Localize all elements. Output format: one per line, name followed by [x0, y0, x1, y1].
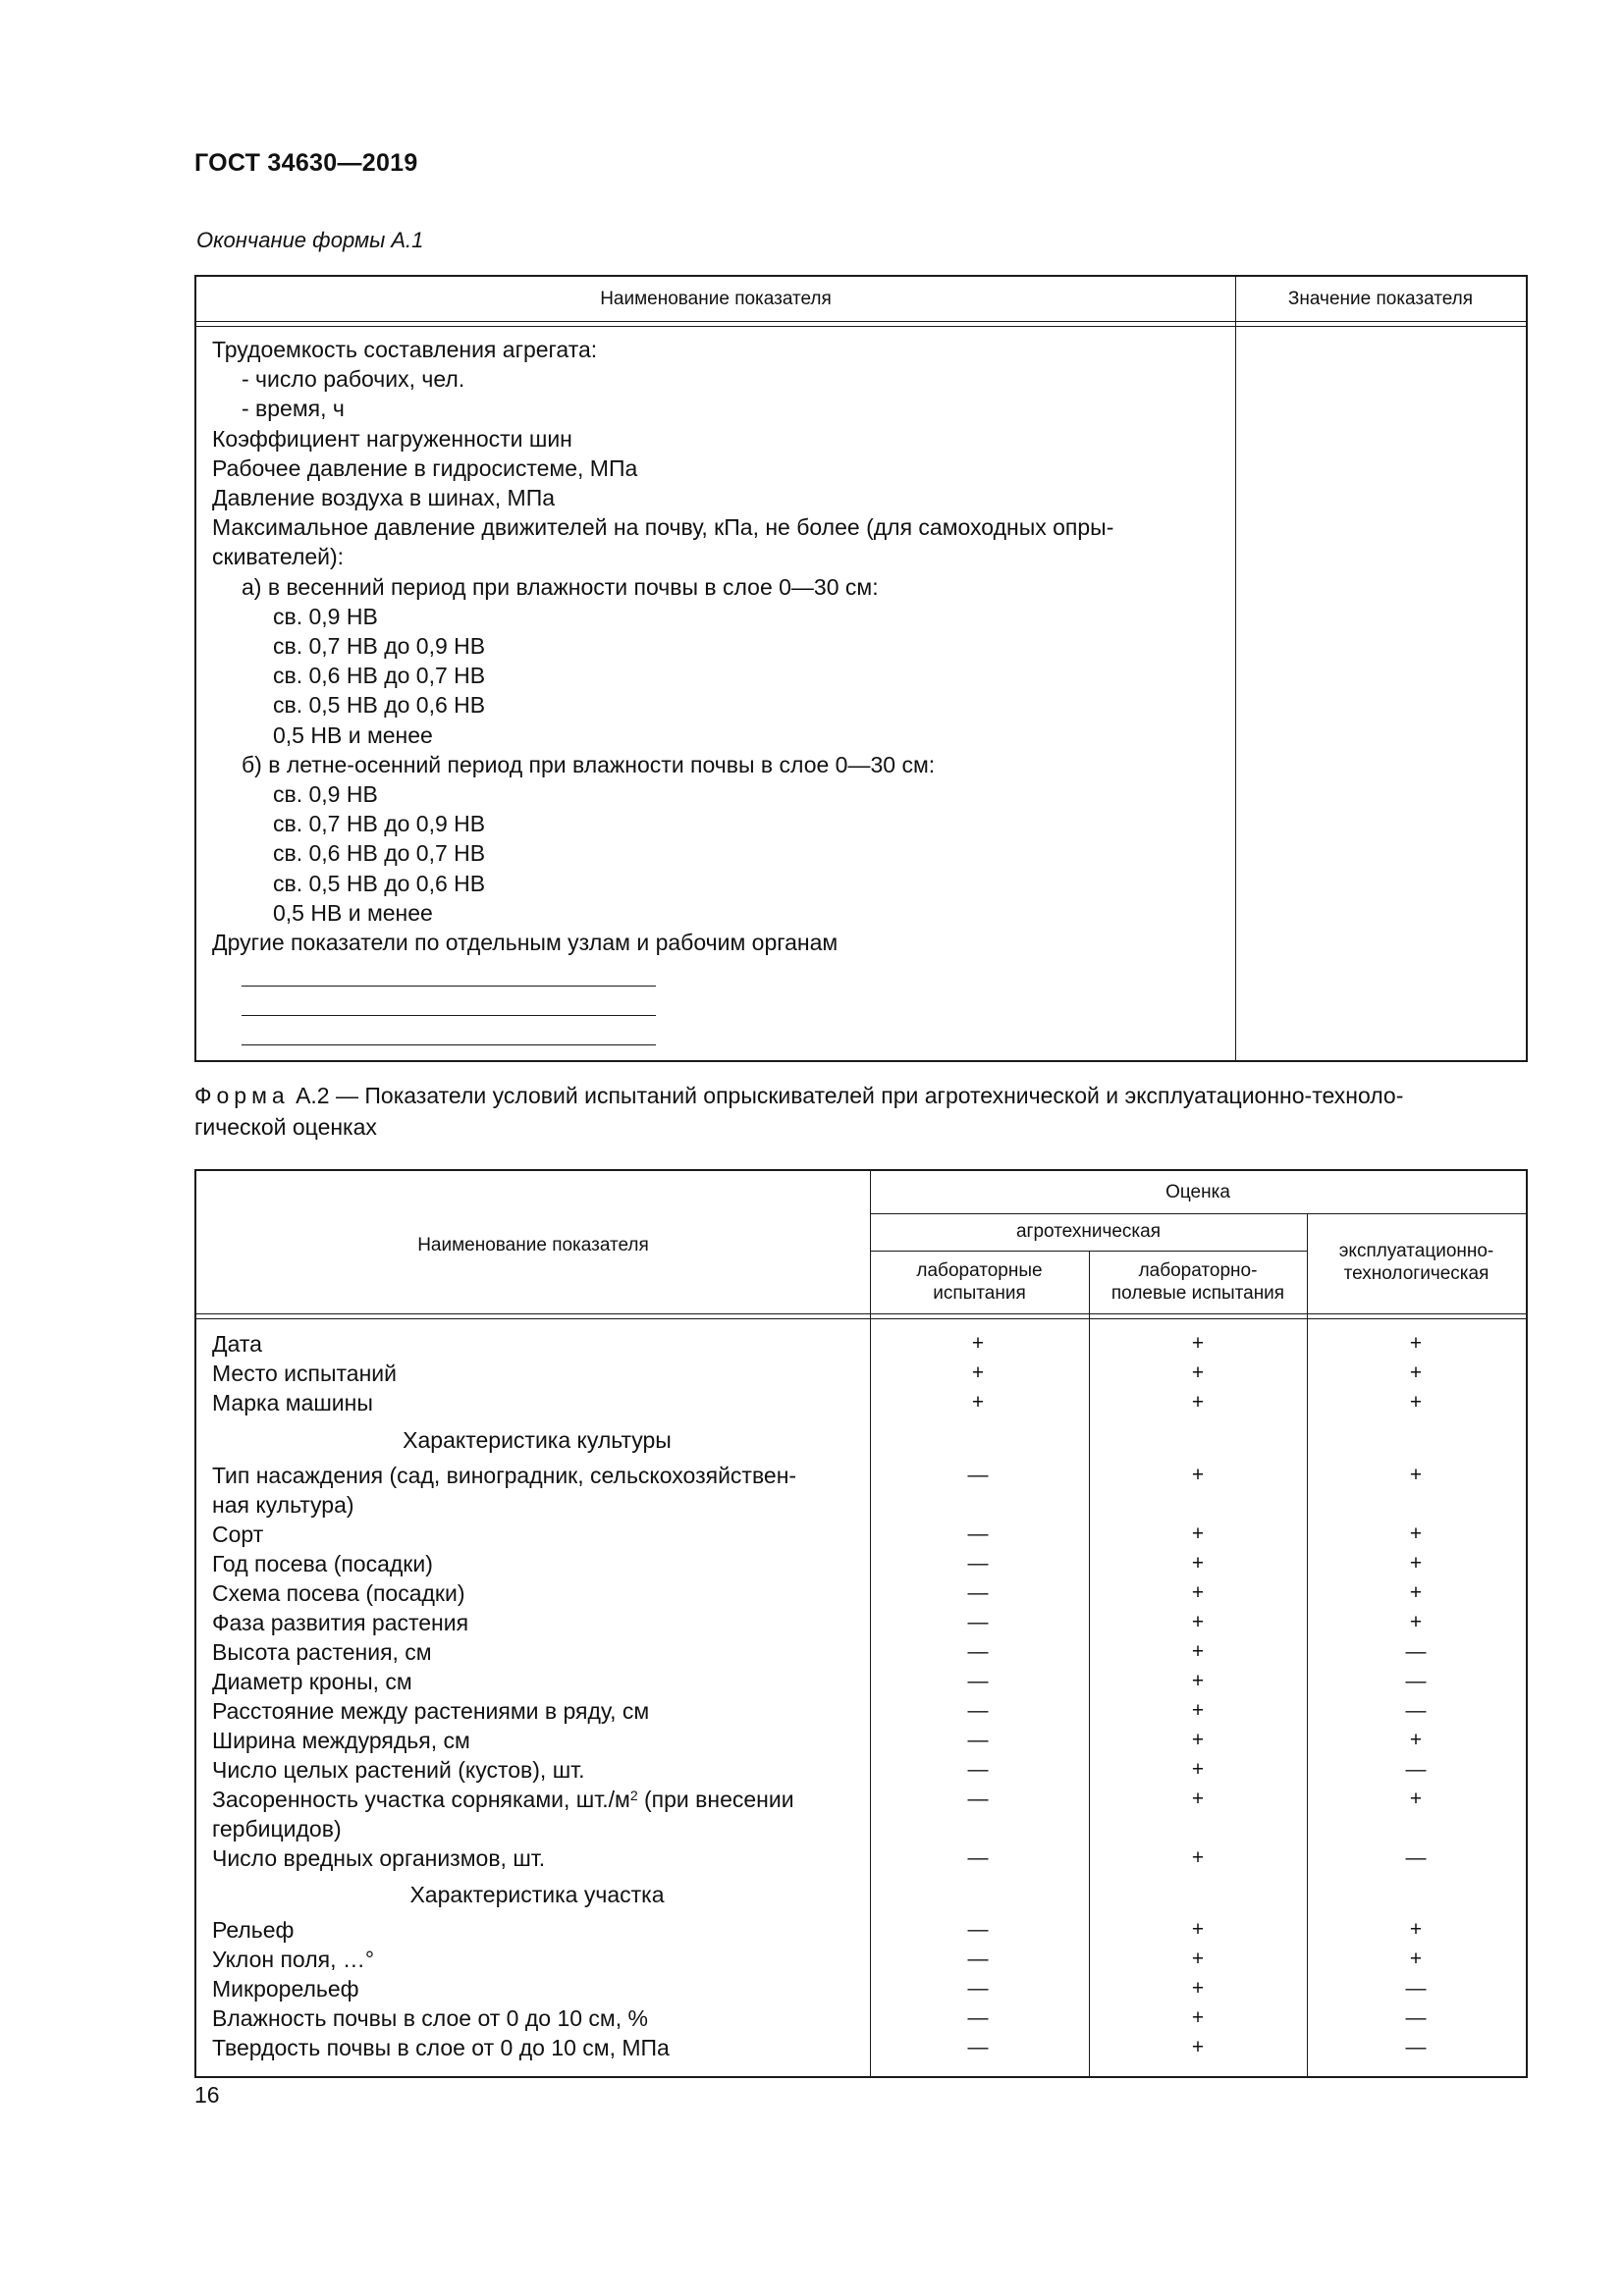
table-row: Сорт	[212, 1522, 264, 1547]
cell-lab: —	[967, 1552, 989, 1575]
form-caption-text: А.2 — Показатели условий испытаний опрыскивателей при агротехнической и эксплуатационно-техноло-	[296, 1083, 1404, 1108]
table2-col-expl	[1307, 1240, 1526, 1285]
cell-lab: —	[967, 1611, 989, 1633]
cell-expl: +	[1409, 1729, 1423, 1751]
cell-field: +	[1191, 1729, 1205, 1751]
cell-lab: —	[967, 1699, 989, 1722]
table-row: Влажность почвы в слое от 0 до 10 см, %	[212, 2005, 648, 2031]
cell-expl: —	[1405, 1670, 1427, 1692]
table-row-cont: гербицидов)	[212, 1816, 342, 1842]
continuation-caption: Окончание формы А.1	[196, 228, 424, 252]
cell-field: +	[1191, 1640, 1205, 1663]
cell-field: +	[1191, 1948, 1205, 1970]
table-row: Высота растения, см	[212, 1639, 432, 1665]
table-row: Коэффициент нагруженности шин	[212, 426, 572, 452]
table-row: 0,5 НВ и менее	[273, 722, 433, 748]
form-caption-text2: гической оценках	[194, 1114, 377, 1140]
cell-field: +	[1191, 1552, 1205, 1575]
form-label: Форма	[194, 1083, 290, 1108]
table-row: Число вредных организмов, шт.	[212, 1845, 546, 1871]
cell-lab: —	[967, 1948, 989, 1970]
form-a2-caption	[194, 1080, 1520, 1143]
row-text-tail: (при внесении	[637, 1787, 794, 1812]
table-row: - время, ч	[242, 396, 345, 421]
cell-expl: —	[1405, 2006, 1427, 2029]
table2-col-lab	[870, 1259, 1089, 1305]
table-row: Уклон поля, …°	[212, 1947, 375, 1972]
table2-col-labfield	[1089, 1259, 1307, 1305]
cell-field: +	[1191, 1846, 1205, 1869]
table-row: Давление воздуха в шинах, МПа	[212, 485, 556, 510]
cell-field: +	[1191, 1581, 1205, 1604]
cell-expl: —	[1405, 1640, 1427, 1663]
cell-expl: +	[1409, 1611, 1423, 1633]
page-number: 16	[194, 2082, 220, 2108]
cell-field: +	[1191, 1522, 1205, 1545]
table-row: Число целых растений (кустов), шт.	[212, 1757, 585, 1783]
cell-expl: +	[1409, 1552, 1423, 1575]
table-row: Трудоемкость составления агрегата:	[212, 337, 598, 362]
table1-column-divider	[1235, 277, 1236, 1060]
table2-col-divider-3	[1307, 1213, 1308, 2076]
table-row: св. 0,5 НВ до 0,6 НВ	[273, 871, 486, 896]
cell-expl: —	[1405, 1977, 1427, 2000]
cell-field: +	[1191, 1699, 1205, 1722]
table-row: скивателей):	[212, 544, 345, 569]
cell-expl: —	[1405, 1699, 1427, 1722]
cell-lab: —	[967, 1758, 989, 1781]
cell-expl: —	[1405, 1846, 1427, 1869]
cell-expl: +	[1409, 1948, 1423, 1970]
cell-lab: —	[967, 1464, 989, 1486]
cell-lab: —	[967, 2006, 989, 2029]
section-subhead: Характеристика участка	[409, 1882, 665, 1907]
superscript: 2	[629, 1788, 638, 1803]
table-row: Схема посева (посадки)	[212, 1580, 465, 1606]
cell-field: +	[1191, 1788, 1205, 1810]
cell-field: +	[1191, 1611, 1205, 1633]
cell-lab: —	[967, 1640, 989, 1663]
cell-expl: +	[1409, 1391, 1423, 1414]
table-row: б) в летне-осенний период при влажности почвы в слое 0—30 см:	[242, 752, 936, 777]
table-row: Место испытаний	[212, 1361, 397, 1386]
table-row: Ширина междурядья, см	[212, 1728, 470, 1753]
table-row: Твердость почвы в слое от 0 до 10 см, МПа	[212, 2035, 670, 2060]
cell-expl: +	[1409, 1332, 1423, 1355]
table-row: а) в весенний период при влажности почвы в слое 0—30 см:	[242, 574, 879, 600]
cell-field: +	[1191, 1977, 1205, 2000]
table-row: св. 0,7 НВ до 0,9 НВ	[273, 633, 486, 659]
row-text: Засоренность участка сорняками, шт./м	[212, 1787, 630, 1812]
table-row: Максимальное давление движителей на почву, кПа, не более (для самоходных опры-	[212, 514, 1114, 540]
cell-field: +	[1191, 2006, 1205, 2029]
table-row: Микрорельеф	[212, 1976, 359, 2002]
cell-expl: +	[1409, 1522, 1423, 1545]
table-row: св. 0,5 НВ до 0,6 НВ	[273, 692, 486, 718]
cell-lab: —	[967, 1846, 989, 1869]
cell-expl: +	[1409, 1362, 1423, 1384]
cell-field: +	[1191, 1391, 1205, 1414]
table-row: Дата	[212, 1331, 262, 1357]
table2-header-divider	[870, 1251, 1307, 1252]
cell-field: +	[1191, 1464, 1205, 1486]
table1-col-value: Значение показателя	[1287, 289, 1474, 309]
table-row: св. 0,6 НВ до 0,7 НВ	[273, 840, 486, 866]
table-row: св. 0,9 НВ	[273, 781, 378, 807]
cell-expl: —	[1405, 2036, 1427, 2058]
section-subhead: Характеристика культуры	[403, 1427, 672, 1453]
blank-fill-line	[242, 986, 656, 987]
cell-lab: —	[967, 1581, 989, 1604]
blank-fill-line	[242, 1015, 656, 1016]
cell-lab: —	[967, 2036, 989, 2058]
table2-col-divider-2	[1089, 1251, 1090, 2076]
table-row: Фаза развития растения	[212, 1610, 469, 1635]
cell-expl: +	[1409, 1464, 1423, 1486]
table2-header-bottom2	[196, 1318, 1526, 1319]
table2-col-agro: агротехническая	[1015, 1221, 1161, 1242]
table-row: Тип насаждения (сад, виноградник, сельскохозяйствен-	[212, 1463, 797, 1488]
table2-col-labfield-l2: полевые испытания	[1110, 1283, 1285, 1304]
cell-field: +	[1191, 1670, 1205, 1692]
table2-col-labfield-l1: лабораторно-	[1138, 1260, 1258, 1281]
table-row: Марка машины	[212, 1390, 373, 1415]
cell-lab: —	[967, 1729, 989, 1751]
table-row	[212, 1785, 794, 1814]
cell-field: +	[1191, 2036, 1205, 2058]
table-row: Расстояние между растениями в ряду, см	[212, 1698, 650, 1724]
cell-expl: +	[1409, 1788, 1423, 1810]
table-row: Другие показатели по отдельным узлам и рабочим органам	[212, 930, 839, 955]
cell-lab: +	[971, 1362, 985, 1384]
cell-lab: +	[971, 1391, 985, 1414]
cell-lab: —	[967, 1918, 989, 1941]
table-row: св. 0,7 НВ до 0,9 НВ	[273, 811, 486, 836]
cell-expl: +	[1409, 1918, 1423, 1941]
document-id: ГОСТ 34630—2019	[194, 149, 418, 177]
table-row: св. 0,6 НВ до 0,7 НВ	[273, 663, 486, 688]
cell-field: +	[1191, 1332, 1205, 1355]
table-row: - число рабочих, чел.	[242, 366, 465, 392]
cell-field: +	[1191, 1362, 1205, 1384]
table2-col-lab-l1: лабораторные	[916, 1260, 1043, 1281]
table2-header-divider	[870, 1213, 1526, 1214]
cell-lab: —	[967, 1977, 989, 2000]
blank-fill-line	[242, 1044, 656, 1045]
cell-field: +	[1191, 1758, 1205, 1781]
table-row: 0,5 НВ и менее	[273, 900, 433, 926]
table2-col-name: Наименование показателя	[417, 1235, 649, 1255]
cell-lab: —	[967, 1670, 989, 1692]
table2-col-divider-1	[870, 1171, 871, 2076]
cell-lab: —	[967, 1788, 989, 1810]
table-row: Рельеф	[212, 1917, 295, 1943]
table2-col-expl-l1: эксплуатационно-	[1338, 1241, 1494, 1261]
table-row: Год посева (посадки)	[212, 1551, 433, 1576]
table2-col-assessment: Оценка	[1165, 1182, 1230, 1202]
table-row: Рабочее давление в гидросистеме, МПа	[212, 455, 638, 481]
table2-header-bottom	[196, 1313, 1526, 1314]
table1-header-divider2	[196, 326, 1526, 327]
table-row: Диаметр кроны, см	[212, 1669, 412, 1694]
cell-lab: —	[967, 1522, 989, 1545]
table2-col-expl-l2: технологическая	[1343, 1263, 1489, 1284]
table1-col-name: Наименование показателя	[600, 289, 832, 309]
table2-col-lab-l2: испытания	[933, 1283, 1026, 1304]
cell-expl: +	[1409, 1581, 1423, 1604]
table1-header-divider	[196, 321, 1526, 322]
cell-field: +	[1191, 1918, 1205, 1941]
table-row-cont: ная культура)	[212, 1492, 354, 1518]
cell-expl: —	[1405, 1758, 1427, 1781]
cell-lab: +	[971, 1332, 985, 1355]
table-row: св. 0,9 НВ	[273, 604, 378, 629]
